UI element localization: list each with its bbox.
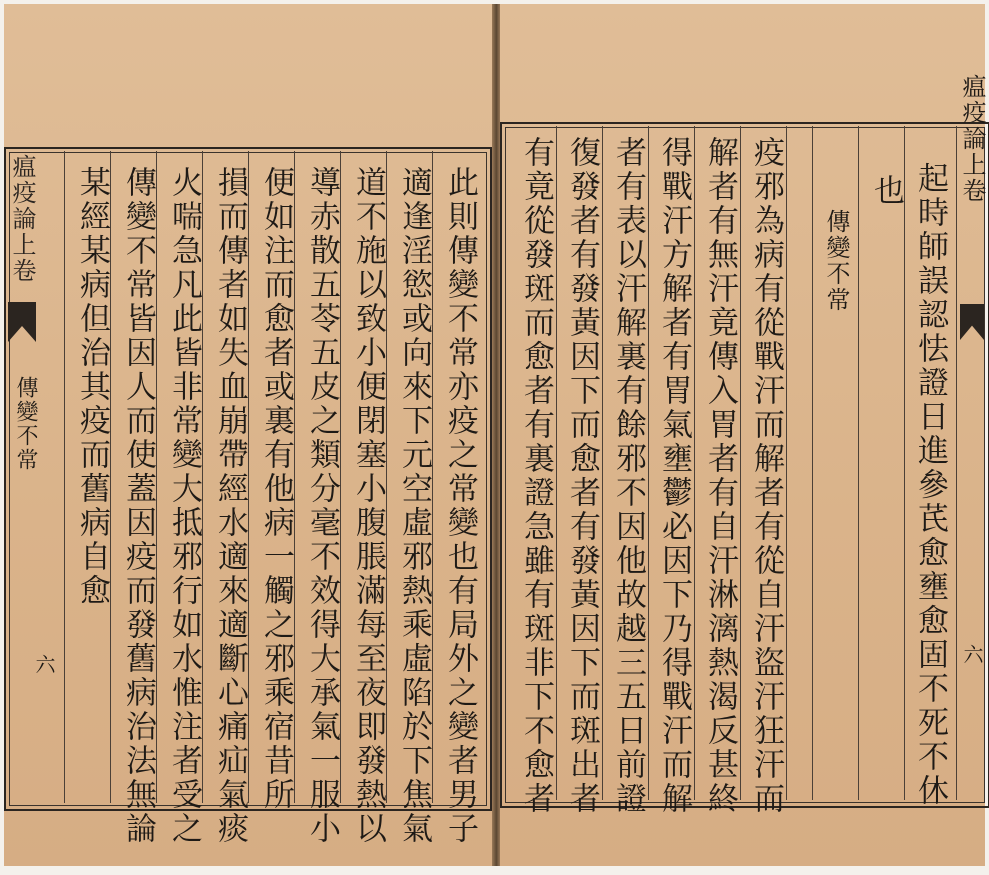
column-rule xyxy=(602,126,603,800)
column-rule xyxy=(110,151,111,803)
text-column-4: 導赤散五苓五皮之類分毫不效得大承氣一服小 xyxy=(304,166,340,846)
text-column-8: 復發者有發黃因下而愈者有發黃因下而斑出者 xyxy=(564,136,600,816)
column-rule xyxy=(202,151,203,803)
column-rule xyxy=(648,126,649,800)
column-rule xyxy=(294,151,295,803)
column-rule xyxy=(386,151,387,803)
text-column-8: 傳變不常皆因人而使蓋因疫而發舊病治法無論 xyxy=(120,166,156,846)
right-margin-title: 瘟疫論上卷 xyxy=(958,74,986,204)
text-column-4: 疫邪為病有從戰汗而解者有從自汗盜汗狂汗而 xyxy=(748,136,784,816)
book-spread xyxy=(4,4,985,866)
text-column-5: 解者有無汗竟傳入胃者有自汗淋漓熱渴反甚終 xyxy=(702,136,738,816)
column-rule xyxy=(340,151,341,803)
column-rule xyxy=(740,126,741,800)
text-column-6: 損而傳者如失血崩帶經水適來適斷心痛疝氣痰 xyxy=(212,166,248,846)
margin-chapter: 傳變不常 xyxy=(13,376,38,472)
section-heading: 傳變不常 xyxy=(822,209,850,313)
column-rule xyxy=(904,126,905,800)
column-rule xyxy=(786,126,787,800)
column-rule xyxy=(812,126,813,800)
text-column-2: 也 xyxy=(868,174,904,208)
text-column-9: 某經某病但治其疫而舊病自愈 xyxy=(74,166,110,608)
text-column-2: 適逢淫慾或向來下元空虛邪熱乘虛陷於下焦氣 xyxy=(396,166,432,846)
margin-title: 瘟疫論上卷 xyxy=(8,154,36,284)
right-margin-folio: 六 xyxy=(960,644,984,666)
text-column-5: 便如注而愈者或裏有他病一觸之邪乘宿昔所 xyxy=(258,166,294,812)
text-column-9: 有竟從發斑而愈者有裏證急雖有斑非下不愈者 xyxy=(518,136,554,816)
right-page xyxy=(500,4,985,866)
column-rule xyxy=(432,151,433,803)
column-rule xyxy=(556,126,557,800)
column-rule xyxy=(248,151,249,803)
left-page xyxy=(4,4,494,866)
text-column-7: 火喘急凡此皆非常變大抵邪行如水惟注者受之 xyxy=(166,166,202,846)
text-column-1: 此則傳變不常亦疫之常變也有局外之變者男子 xyxy=(442,166,478,846)
column-rule xyxy=(956,126,957,800)
text-column-1: 起時師誤認怯證日進參芪愈壅愈固不死不休 xyxy=(912,162,948,808)
column-rule xyxy=(694,126,695,800)
column-rule xyxy=(156,151,157,803)
column-rule xyxy=(64,151,65,803)
text-column-6: 得戰汗方解者有胃氣壅鬱必因下乃得戰汗而解 xyxy=(656,136,692,816)
margin-folio: 六 xyxy=(32,654,56,676)
text-column-3: 道不施以致小便閉塞小腹脹滿每至夜即發熱以 xyxy=(350,166,386,846)
column-rule xyxy=(858,126,859,800)
text-column-7: 者有表以汗解裏有餘邪不因他故越三五日前證 xyxy=(610,136,646,816)
